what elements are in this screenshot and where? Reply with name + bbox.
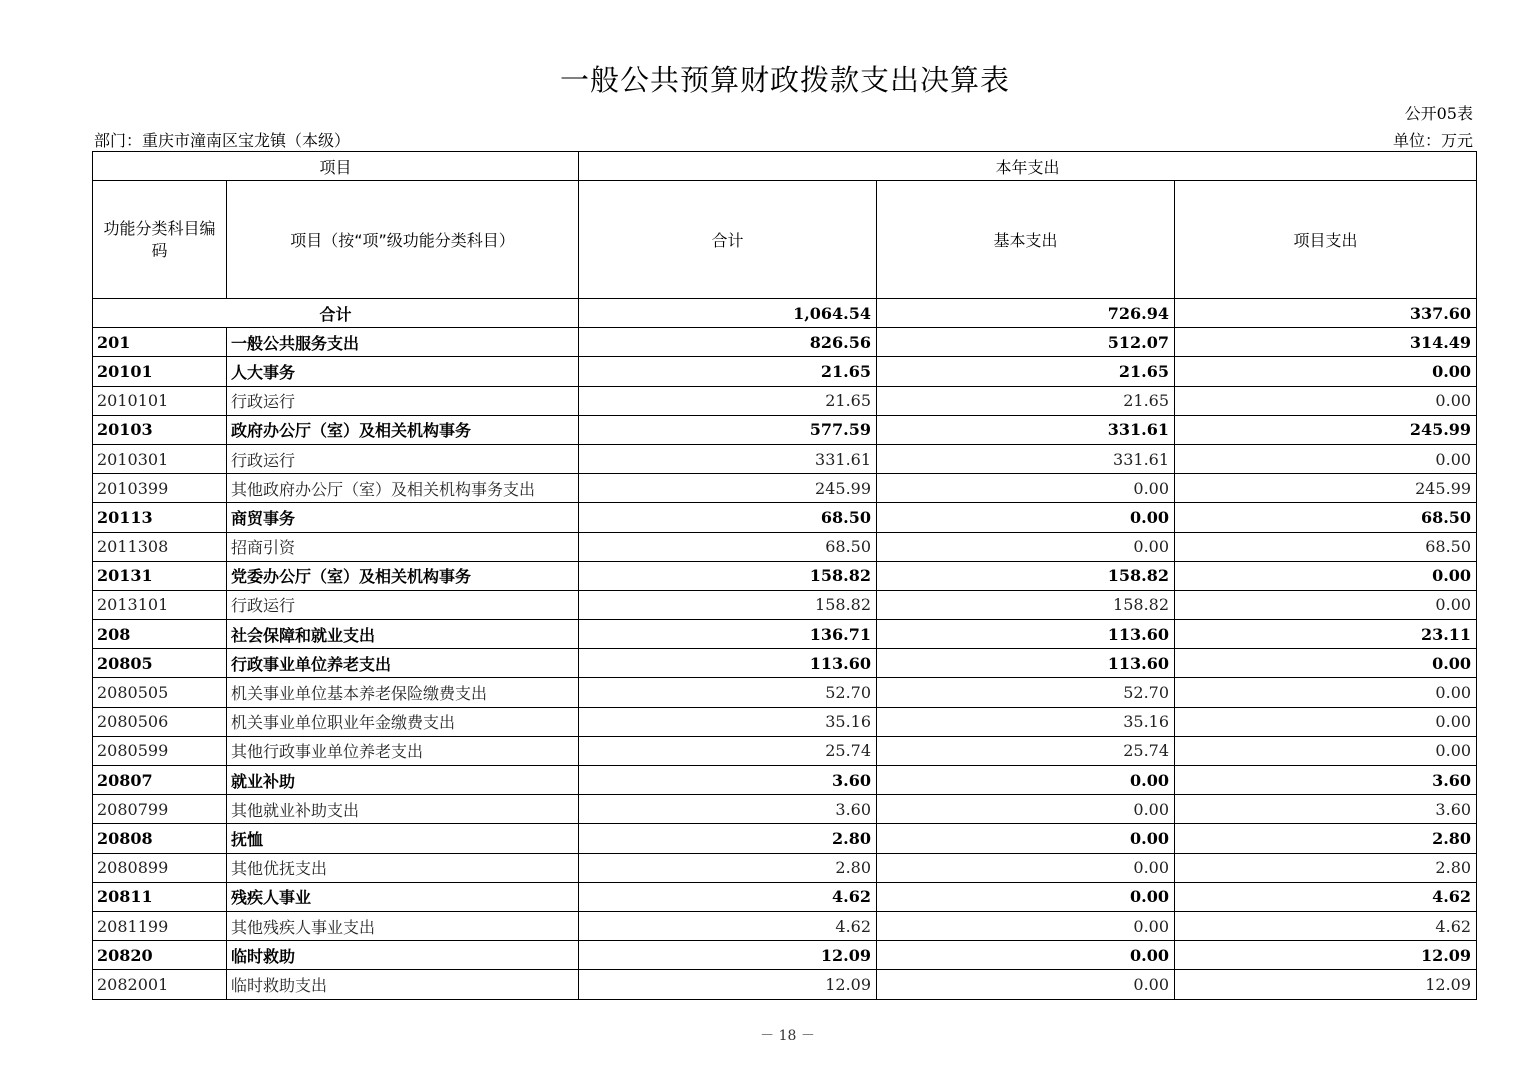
row-total: 331.61: [579, 444, 877, 473]
row-name: 其他优抚支出: [227, 853, 579, 882]
row-total: 21.65: [579, 386, 877, 415]
row-basic: 0.00: [877, 474, 1175, 503]
row-basic: 158.82: [877, 561, 1175, 590]
row-project: 12.09: [1175, 970, 1477, 999]
row-name: 政府办公厅（室）及相关机构事务: [227, 415, 579, 444]
table-row: [93, 532, 1477, 561]
row-basic: 0.00: [877, 911, 1175, 940]
row-name: 人大事务: [227, 357, 579, 386]
row-name: 一般公共服务支出: [227, 328, 579, 357]
row-name: 行政事业单位养老支出: [227, 649, 579, 678]
row-name: 就业补助: [227, 766, 579, 795]
row-name: 其他就业补助支出: [227, 795, 579, 824]
row-project: 0.00: [1175, 649, 1477, 678]
header-total: 合计: [579, 181, 877, 299]
row-code: 2081199: [93, 911, 227, 940]
table-row: [93, 561, 1477, 590]
row-project: 23.11: [1175, 620, 1477, 649]
row-name: 其他残疾人事业支出: [227, 911, 579, 940]
row-project: 4.62: [1175, 911, 1477, 940]
header-year-group: 本年支出: [579, 152, 1477, 181]
row-total: 3.60: [579, 795, 877, 824]
row-basic: 0.00: [877, 503, 1175, 532]
total-row: [93, 299, 1477, 328]
table-row: [93, 707, 1477, 736]
page-title: 一般公共预算财政拨款支出决算表: [559, 63, 1010, 97]
row-name: 行政运行: [227, 444, 579, 473]
row-project: 245.99: [1175, 474, 1477, 503]
row-project: 68.50: [1175, 503, 1477, 532]
row-project: 314.49: [1175, 328, 1477, 357]
row-code: 2080799: [93, 795, 227, 824]
row-total: 3.60: [579, 766, 877, 795]
row-project: 3.60: [1175, 795, 1477, 824]
row-project: 245.99: [1175, 415, 1477, 444]
row-name: 临时救助支出: [227, 970, 579, 999]
table-row: [93, 590, 1477, 619]
row-name: 抚恤: [227, 824, 579, 853]
row-project: 4.62: [1175, 882, 1477, 911]
row-project: 0.00: [1175, 357, 1477, 386]
row-total: 4.62: [579, 911, 877, 940]
row-project: 3.60: [1175, 766, 1477, 795]
row-name: 其他政府办公厅（室）及相关机构事务支出: [227, 474, 579, 503]
row-code: 2080599: [93, 736, 227, 765]
row-total: 52.70: [579, 678, 877, 707]
page-number: － 18 －: [760, 1028, 815, 1044]
row-code: 20820: [93, 941, 227, 970]
row-code: 20113: [93, 503, 227, 532]
total-label: 合计: [93, 299, 579, 328]
row-code: 2080899: [93, 853, 227, 882]
row-name: 党委办公厅（室）及相关机构事务: [227, 561, 579, 590]
row-project: 2.80: [1175, 824, 1477, 853]
table-row: [93, 736, 1477, 765]
row-total: 35.16: [579, 707, 877, 736]
table-row: [93, 824, 1477, 853]
header-item-group: 项目: [93, 152, 579, 181]
row-name: 机关事业单位职业年金缴费支出: [227, 707, 579, 736]
row-code: 20101: [93, 357, 227, 386]
table-row: [93, 415, 1477, 444]
row-total: 25.74: [579, 736, 877, 765]
row-code: 2082001: [93, 970, 227, 999]
table-row: [93, 444, 1477, 473]
row-code: 20103: [93, 415, 227, 444]
row-name: 机关事业单位基本养老保险缴费支出: [227, 678, 579, 707]
row-total: 12.09: [579, 970, 877, 999]
table-row: [93, 766, 1477, 795]
row-basic: 0.00: [877, 766, 1175, 795]
row-basic: 21.65: [877, 386, 1175, 415]
table-row: [93, 386, 1477, 415]
row-basic: 52.70: [877, 678, 1175, 707]
row-total: 12.09: [579, 941, 877, 970]
row-name: 临时救助: [227, 941, 579, 970]
row-project: 0.00: [1175, 707, 1477, 736]
row-code: 20805: [93, 649, 227, 678]
row-basic: 0.00: [877, 795, 1175, 824]
row-code: 20131: [93, 561, 227, 590]
row-name: 招商引资: [227, 532, 579, 561]
row-project: 0.00: [1175, 561, 1477, 590]
table-row: [93, 678, 1477, 707]
row-basic: 113.60: [877, 620, 1175, 649]
table-row: [93, 882, 1477, 911]
row-total: 245.99: [579, 474, 877, 503]
table-row: [93, 503, 1477, 532]
row-basic: 512.07: [877, 328, 1175, 357]
row-basic: 0.00: [877, 882, 1175, 911]
row-code: 208: [93, 620, 227, 649]
row-project: 0.00: [1175, 678, 1477, 707]
row-total: 158.82: [579, 561, 877, 590]
row-basic: 0.00: [877, 853, 1175, 882]
row-total: 826.56: [579, 328, 877, 357]
header-project: 项目支出: [1175, 181, 1477, 299]
department-label: 部门：重庆市潼南区宝龙镇（本级）: [94, 131, 351, 150]
row-code: 20811: [93, 882, 227, 911]
row-code: 201: [93, 328, 227, 357]
row-basic: 113.60: [877, 649, 1175, 678]
table-row: [93, 357, 1477, 386]
row-code: 2080505: [93, 678, 227, 707]
row-basic: 0.00: [877, 941, 1175, 970]
table-row: [93, 941, 1477, 970]
row-code: 20808: [93, 824, 227, 853]
row-name: 行政运行: [227, 590, 579, 619]
row-basic: 158.82: [877, 590, 1175, 619]
row-name: 其他行政事业单位养老支出: [227, 736, 579, 765]
row-project: 68.50: [1175, 532, 1477, 561]
row-total: 68.50: [579, 532, 877, 561]
header-code: 功能分类科目编码: [93, 181, 227, 299]
row-project: 0.00: [1175, 590, 1477, 619]
row-project: 0.00: [1175, 444, 1477, 473]
row-basic: 21.65: [877, 357, 1175, 386]
row-total: 68.50: [579, 503, 877, 532]
row-basic: 25.74: [877, 736, 1175, 765]
header-name: 项目（按“项”级功能分类科目）: [227, 181, 579, 299]
total-basic: 726.94: [877, 299, 1175, 328]
row-project: 0.00: [1175, 736, 1477, 765]
row-total: 113.60: [579, 649, 877, 678]
table-row: [93, 795, 1477, 824]
row-code: 2010101: [93, 386, 227, 415]
row-code: 2013101: [93, 590, 227, 619]
row-basic: 0.00: [877, 824, 1175, 853]
row-total: 2.80: [579, 824, 877, 853]
unit-label: 单位：万元: [1392, 131, 1473, 150]
row-name: 残疾人事业: [227, 882, 579, 911]
table-row: [93, 328, 1477, 357]
total-project: 337.60: [1175, 299, 1477, 328]
table-row: [93, 853, 1477, 882]
table-row: [93, 649, 1477, 678]
row-code: 2011308: [93, 532, 227, 561]
row-total: 136.71: [579, 620, 877, 649]
row-project: 12.09: [1175, 941, 1477, 970]
row-project: 2.80: [1175, 853, 1477, 882]
row-basic: 331.61: [877, 415, 1175, 444]
row-name: 社会保障和就业支出: [227, 620, 579, 649]
row-total: 158.82: [579, 590, 877, 619]
row-basic: 0.00: [877, 970, 1175, 999]
table-row: [93, 970, 1477, 999]
row-name: 行政运行: [227, 386, 579, 415]
row-total: 21.65: [579, 357, 877, 386]
table-row: [93, 911, 1477, 940]
row-basic: 331.61: [877, 444, 1175, 473]
row-name: 商贸事务: [227, 503, 579, 532]
row-code: 2010301: [93, 444, 227, 473]
table-row: [93, 474, 1477, 503]
row-code: 20807: [93, 766, 227, 795]
row-code: 2010399: [93, 474, 227, 503]
total-amount: 1,064.54: [579, 299, 877, 328]
header-basic: 基本支出: [877, 181, 1175, 299]
row-total: 577.59: [579, 415, 877, 444]
row-basic: 35.16: [877, 707, 1175, 736]
row-code: 2080506: [93, 707, 227, 736]
row-project: 0.00: [1175, 386, 1477, 415]
row-total: 4.62: [579, 882, 877, 911]
row-basic: 0.00: [877, 532, 1175, 561]
row-total: 2.80: [579, 853, 877, 882]
table-row: [93, 620, 1477, 649]
expenditure-table: [92, 151, 1477, 1000]
form-number: 公开05表: [1404, 104, 1473, 123]
